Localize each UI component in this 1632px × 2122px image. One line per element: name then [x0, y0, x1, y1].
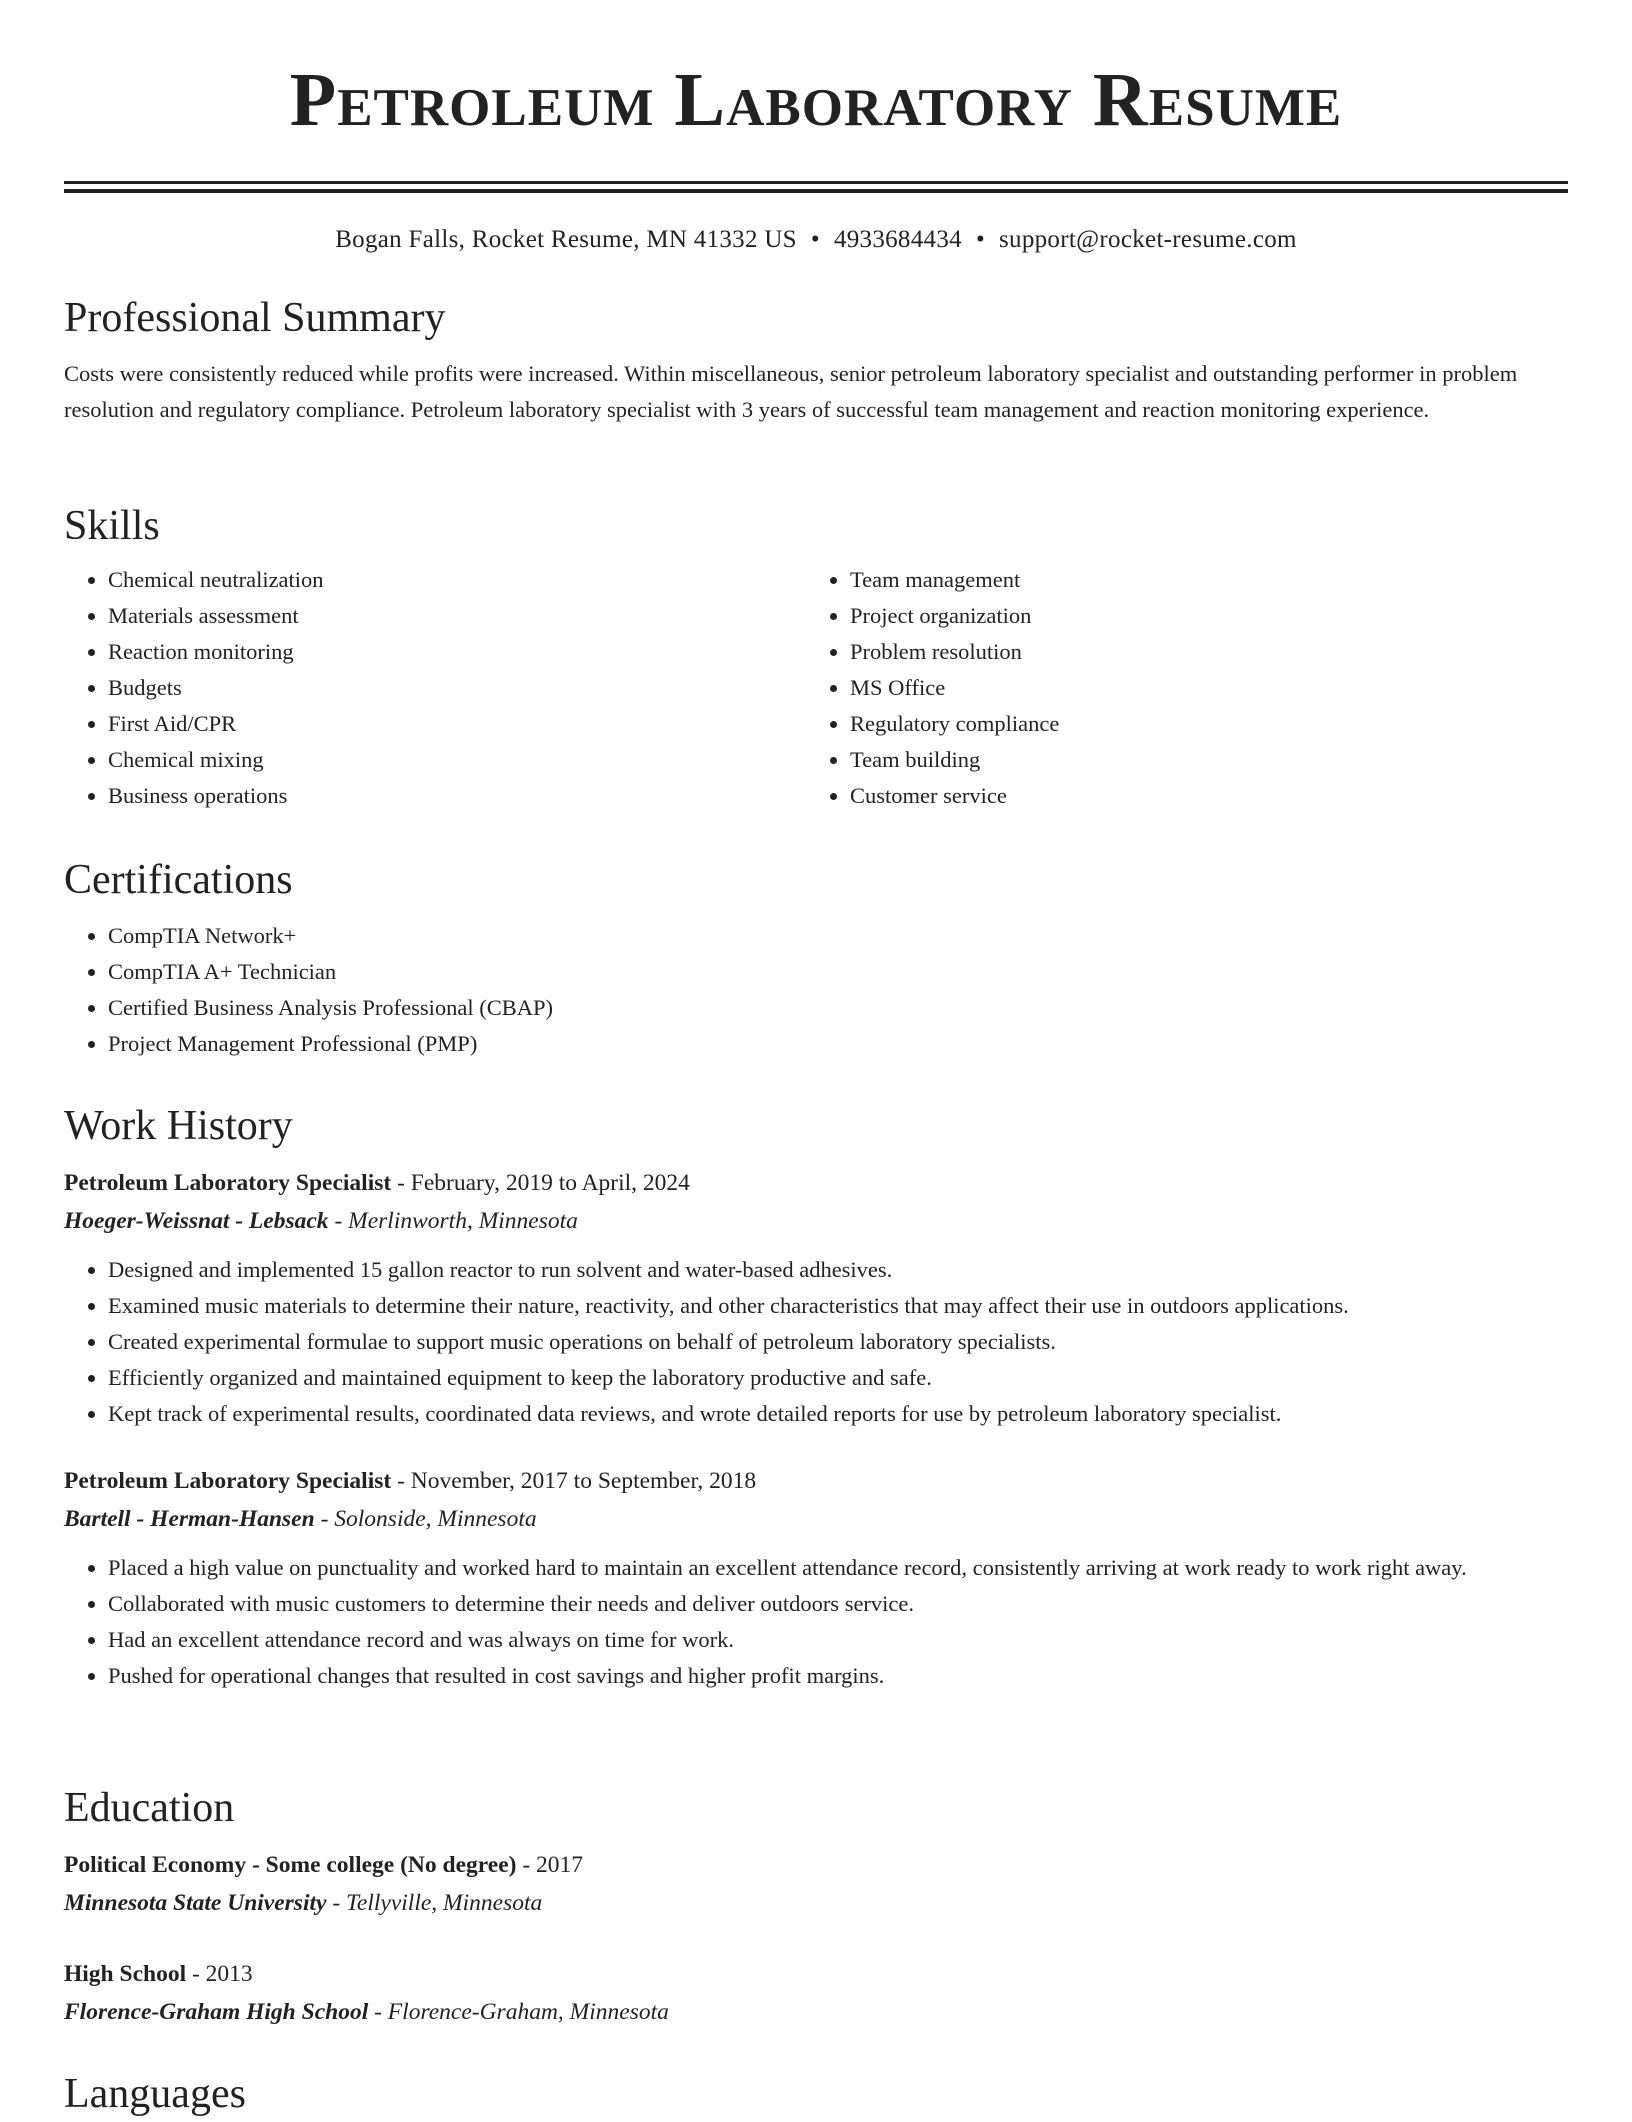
certification-item: • Project Management Professional (PMP) — [108, 1026, 1568, 1062]
education-school: Minnesota State University — [64, 1890, 327, 1916]
education-school: Florence-Graham High School — [64, 1999, 369, 2025]
job-duty: • Efficiently organized and maintained equipment to keep the laboratory productive and safe. — [108, 1360, 1568, 1396]
contact-line — [64, 223, 1568, 257]
job-location: - Merlinworth, Minnesota — [328, 1208, 578, 1234]
job-title: Petroleum Laboratory Specialist — [64, 1170, 392, 1196]
title-double-rule — [64, 181, 1568, 193]
education-header — [64, 1955, 1568, 1993]
resume-title: Petroleum Laboratory Resume — [289, 58, 1343, 142]
skill-item: • Reaction monitoring — [108, 634, 806, 670]
education-location: - Tellyville, Minnesota — [326, 1890, 543, 1916]
skill-item: • Team management — [850, 562, 1548, 598]
job-duties-list — [64, 1550, 1568, 1694]
education-school-line — [64, 1993, 1568, 2031]
skill-item: • Project organization — [850, 598, 1548, 634]
contact-separator: • — [975, 226, 985, 253]
job-employer — [64, 1202, 1568, 1240]
education-year: - 2017 — [516, 1852, 584, 1878]
job-dates: - November, 2017 to September, 2018 — [391, 1468, 757, 1494]
skill-item: • Problem resolution — [850, 634, 1548, 670]
contact-email: support@rocket-resume.com — [999, 226, 1297, 253]
job-title: Petroleum Laboratory Specialist — [64, 1468, 392, 1494]
skills-column-right — [806, 562, 1548, 814]
job-duty: • Collaborated with music customers to determine their needs and deliver outdoors service. — [108, 1586, 1568, 1622]
section-heading-summary: Professional Summary — [64, 295, 446, 341]
education-header — [64, 1846, 1568, 1884]
certification-item: • CompTIA A+ Technician — [108, 954, 1568, 990]
job-company: Bartell - Herman-Hansen — [64, 1506, 315, 1532]
job-duty: • Examined music materials to determine their nature, reactivity, and other characteristics that may affect their use in outdoors applications. — [108, 1288, 1568, 1324]
skills-list-right — [806, 562, 1548, 814]
job-duty: • Kept track of experimental results, coordinated data reviews, and wrote detailed reports for use by petroleum laboratory specialist. — [108, 1396, 1568, 1432]
skill-item: • Materials assessment — [108, 598, 806, 634]
section-heading-skills: Skills — [64, 503, 160, 549]
education-entry — [64, 1846, 1568, 1922]
skill-item: • Regulatory compliance — [850, 706, 1548, 742]
summary-text: Costs were consistently reduced while profits were increased. Within miscellaneous, senior petroleum laboratory specialist and outstanding performer in problem resolution and regulatory compliance. Petroleum laboratory specialist with 3 years of successful team management and reaction monitoring experience. — [64, 361, 1518, 422]
skills-columns — [64, 562, 1568, 814]
certification-item: • CompTIA Network+ — [108, 918, 1568, 954]
professional-summary-section — [64, 290, 1568, 428]
job-header — [64, 1462, 1568, 1500]
contact-address: Bogan Falls, Rocket Resume, MN 41332 US — [335, 226, 797, 253]
skill-item: • Business operations — [108, 778, 806, 814]
job-duty: • Created experimental formulae to support music operations on behalf of petroleum laboratory specialists. — [108, 1324, 1568, 1360]
section-heading-languages: Languages — [64, 2071, 246, 2117]
certifications-section — [64, 852, 1568, 1062]
resume-page — [64, 0, 1568, 2117]
skills-list-left — [64, 562, 806, 814]
education-section — [64, 1780, 1568, 2031]
skill-item: • Chemical mixing — [108, 742, 806, 778]
section-heading-education: Education — [64, 1785, 235, 1831]
section-heading-certifications: Certifications — [64, 857, 293, 903]
skill-item: • MS Office — [850, 670, 1548, 706]
education-entry — [64, 1955, 1568, 2031]
education-degree: High School — [64, 1961, 187, 1987]
education-location: - Florence-Graham, Minnesota — [368, 1999, 669, 2025]
certification-item: • Certified Business Analysis Professional (CBAP) — [108, 990, 1568, 1026]
job-duty: • Placed a high value on punctuality and worked hard to maintain an excellent attendance record, consistently arriving at work ready to work right away. — [108, 1550, 1568, 1586]
skill-item: • Budgets — [108, 670, 806, 706]
skill-item: • First Aid/CPR — [108, 706, 806, 742]
work-history-section — [64, 1098, 1568, 1694]
job-location: - Solonside, Minnesota — [314, 1506, 537, 1532]
education-year: - 2013 — [186, 1961, 253, 1987]
skills-column-left — [64, 562, 806, 814]
skill-item: • Customer service — [850, 778, 1548, 814]
job-employer — [64, 1500, 1568, 1538]
section-heading-work: Work History — [64, 1103, 293, 1149]
job-duties-list — [64, 1252, 1568, 1432]
job-duty: • Pushed for operational changes that resulted in cost savings and higher profit margins. — [108, 1658, 1568, 1694]
education-school-line — [64, 1884, 1568, 1922]
job-company: Hoeger-Weissnat - Lebsack — [64, 1208, 329, 1234]
languages-section — [64, 2066, 1568, 2122]
education-degree: Political Economy - Some college (No degree) — [64, 1852, 517, 1878]
skill-item: • Team building — [850, 742, 1548, 778]
skills-section — [64, 498, 1568, 814]
contact-phone: 4933684434 — [833, 226, 962, 253]
contact-separator: • — [810, 226, 820, 253]
job-duty: • Designed and implemented 15 gallon reactor to run solvent and water-based adhesives. — [108, 1252, 1568, 1288]
job-header — [64, 1164, 1568, 1202]
job-duty: • Had an excellent attendance record and was always on time for work. — [108, 1622, 1568, 1658]
skill-item: • Chemical neutralization — [108, 562, 806, 598]
job-entry — [64, 1164, 1568, 1432]
job-entry — [64, 1462, 1568, 1694]
certifications-list — [64, 918, 1568, 1062]
job-dates: - February, 2019 to April, 2024 — [391, 1170, 690, 1196]
